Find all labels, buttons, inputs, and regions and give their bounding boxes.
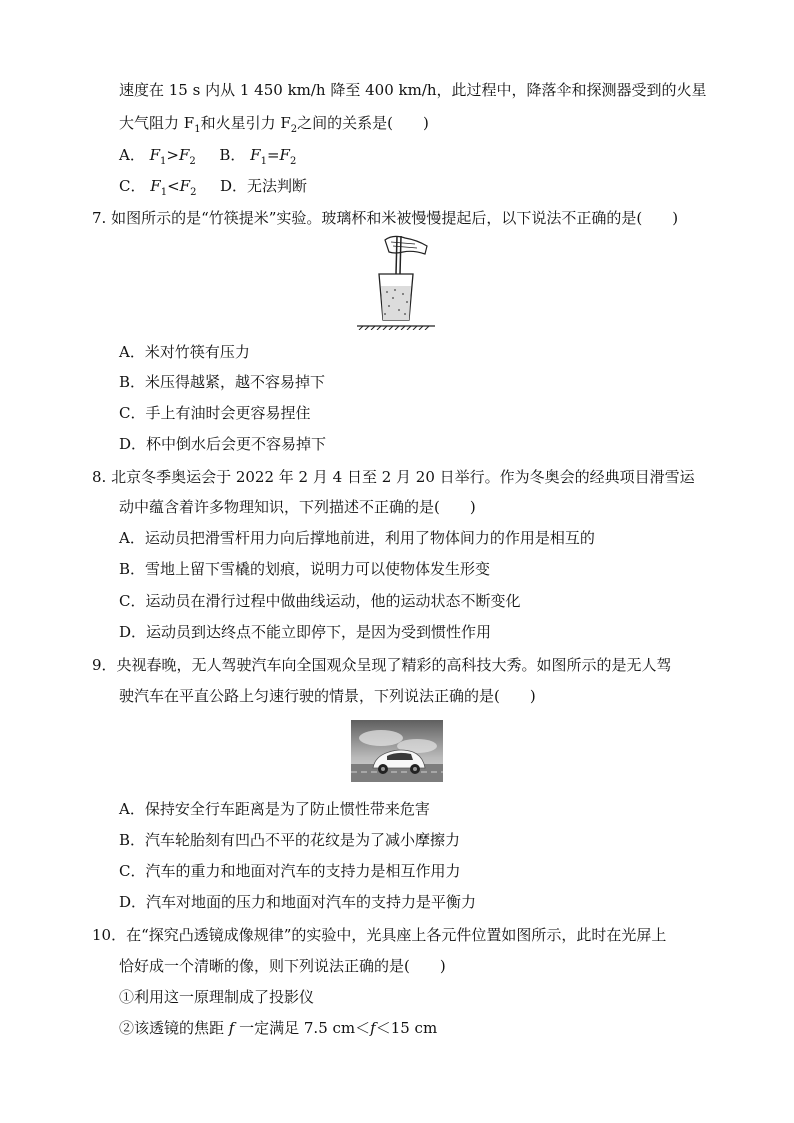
q6-option-d[interactable]: D．无法判断 — [220, 177, 308, 195]
q9-option-a[interactable]: A．保持安全行车距离是为了防止惯性带来危害 — [119, 800, 430, 818]
q6-options-row2 — [119, 176, 307, 199]
q6-stem-post: 之间的关系是( ) — [297, 114, 429, 132]
q9-option-c[interactable]: C．汽车的重力和地面对汽车的支持力是相互作用力 — [119, 862, 461, 880]
q8-option-d[interactable]: D．运动员到达终点不能立即停下，是因为受到惯性作用 — [119, 623, 492, 641]
q7-option-a[interactable]: A．米对竹筷有压力 — [119, 343, 250, 361]
q6-stem-sub2: 2 — [290, 124, 298, 135]
q7-option-b[interactable]: B．米压得越紧，越不容易掉下 — [119, 373, 326, 391]
q7-stem: 7. 如图所示的是“竹筷提米”实验。玻璃杯和米被慢慢提起后，以下说法不正确的是( ) — [92, 209, 679, 227]
q7-option-d[interactable]: D．杯中倒水后会更不容易掉下 — [119, 435, 327, 453]
q6-options-row1 — [119, 145, 296, 168]
q6-stem-sub1: 1 — [194, 124, 201, 135]
q9-option-d[interactable]: D．汽车对地面的压力和地面对汽车的支持力是平衡力 — [119, 893, 477, 911]
q6-stem-line1: 速度在 15 s 内从 1 450 km/h 降至 400 km/h，此过程中，降落伞和探测器受到的火星 — [119, 81, 707, 99]
q8-option-c[interactable]: C．运动员在滑行过程中做曲线运动，他的运动状态不断变化 — [119, 592, 521, 610]
q10-stem-line1: 10．在“探究凸透镜成像规律”的实验中，光具座上各元件位置如图所示，此时在光屏上 — [92, 926, 667, 944]
q6-option-c[interactable]: C． $F_1<F_2$ — [119, 177, 197, 198]
q8-option-a[interactable]: A．运动员把滑雪杆用力向后撑地前进，利用了物体间力的作用是相互的 — [119, 529, 595, 547]
q6-option-a[interactable]: A． $F_1>F_2$ — [119, 146, 196, 167]
q9-stem-line1: 9．央视春晚，无人驾驶汽车向全国观众呈现了精彩的高科技大秀。如图所示的是无人驾 — [92, 656, 672, 674]
chopstick-rice-figure — [355, 232, 437, 330]
q9-option-b[interactable]: B．汽车轮胎刻有凹凸不平的花纹是为了减小摩擦力 — [119, 831, 461, 849]
q9-stem-line2: 驶汽车在平直公路上匀速行驶的情景，下列说法正确的是( ) — [119, 687, 536, 705]
q10-stem-line2: 恰好成一个清晰的像，则下列说法正确的是( ) — [119, 957, 446, 975]
q6-option-b[interactable]: B． $F_1=F_2$ — [219, 146, 297, 167]
q6-stem-line2 — [119, 113, 429, 136]
q8-stem-line1: 8. 北京冬季奥运会于 2022 年 2 月 4 日至 2 月 20 日举行。作为冬奥会的经典项目滑雪运 — [92, 468, 695, 486]
q6-stem-pre: 大气阻力 F — [119, 114, 195, 132]
q10-item-2: ②该透镜的焦距 f 一定满足 7.5 cm＜f＜15 cm — [119, 1019, 438, 1037]
q6-stem-mid: 和火星引力 F — [200, 114, 291, 132]
q8-stem-line2: 动中蕴含着许多物理知识，下列描述不正确的是( ) — [119, 498, 476, 516]
q10-item-1: ①利用这一原理制成了投影仪 — [119, 988, 315, 1006]
driverless-car-photo — [351, 720, 443, 782]
q7-option-c[interactable]: C．手上有油时会更容易捏住 — [119, 404, 311, 422]
q8-option-b[interactable]: B．雪地上留下雪橇的划痕，说明力可以使物体发生形变 — [119, 560, 491, 578]
